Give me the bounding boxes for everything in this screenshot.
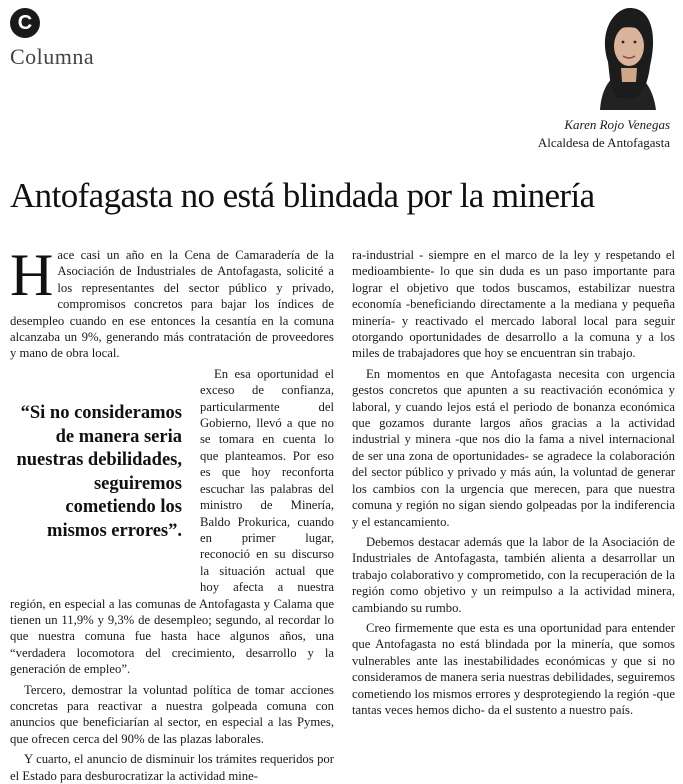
paragraph: Hace casi un año en la Cena de Camaradería de la Asociación de Industriales de Antofagasta, solicité a los representantes del sector público y privado, compromisos concretos para bajar los índices de desempleo cuando en ese entonces la cesantía en la comuna alcanzaba un 9%, generando más contratación de proveedores y mano de obra local. — [10, 242, 334, 361]
pull-quote: “Si no consideramos de manera seria nuestras debilidades, seguiremos cometiendo los mismos errores”. — [16, 403, 182, 541]
paragraph: Y cuarto, el anuncio de disminuir los trámites requeridos por el Estado para desburocratizar la actividad mine- — [10, 752, 334, 783]
paragraph: ra-industrial - siempre en el marco de la ley y respetando el medioambiente- lo que sin duda es un paso importante para lograr el objetivo que todos buscamos, estabilizar nuestra economía -beneficiando directamente a la mediana y pequeña minería- y reactivado el mercado laboral local para seguir otorgando oportunidades de desarrollo a la comuna y a los miles de trabajadores que hoy se encuentran sin trabajo. — [352, 248, 675, 361]
author-byline — [538, 116, 670, 152]
paragraph: En esa oportunidad el exceso de confianza, particularmente del Gobierno, llevó a que no se tomara en cuenta lo que planteamos. Por eso es que hoy reconforta escuchar las palabras del ministro de Minería, Baldo Prokurica, cuando en primer lugar, reconoció en su discurso la situación actual que hoy afecta a nuestra región, en especial a las comunas de Antofagasta y Calama que tienen un 11,9% y 9,3% de desempleo; segundo, al recordar lo que nuestra comuna fue hasta hace algunos años, una “verdadera locomotora del crecimiento, desarrollo y la generación de empleo”. — [10, 366, 334, 677]
paragraph: Creo firmemente que esta es una oportunidad para entender que Antofagasta no está blindada por la minería, que somos vulnerables ante las inestabilidades económicas y que si no consideramos de manera seria nuestras debilidades, seguiremos cometiendo los mismos errores y desprotegiendo la región -que tantas veces hemos dicho- da el sustento a nuestro país. — [352, 620, 675, 717]
drop-cap: H — [10, 242, 54, 308]
article-column-2 — [352, 247, 675, 718]
article-title: Antofagasta no está blindada por la minería — [10, 176, 595, 215]
author-name: Karen Rojo Venegas — [564, 117, 670, 132]
author-role: Alcaldesa de Antofagasta — [537, 135, 670, 150]
section-label: Columna — [10, 44, 95, 69]
author-photo — [578, 2, 674, 110]
paragraph: En momentos en que Antofagasta necesita con urgencia gestos concretos que apunten a su reactivación económica y laboral, y cuando lejos está el periodo de bonanza económica que gozamos durante largos años gracias a la actividad industrial y minera -que nos dio la fama a nivel internacional de ser una zona de oportunidades- se agradece la colaboración del sector público y privado y más aún, la voluntad de generar los cambios con la urgencia que merecen, para que nuestra comuna y región no sigan siendo golpeadas por la indiferencia y el estancamiento. — [352, 366, 675, 529]
paragraph: Tercero, demostrar la voluntad política de tomar acciones concretas para reactivar a nuestra golpeada comuna con anuncios que beneficiarían al sector, en especial a las Pymes, que ofrecen cerca del 90% de las plazas laborales. — [10, 682, 334, 746]
paragraph: Debemos destacar además que la labor de la Asociación de Industriales de Antofagasta, también alienta a desarrollar un trabajo colaborativo y comprometido, con la recuperación de la región como objetivo y un reimpulso a la actividad minera, cambiando su rumbo. — [352, 534, 675, 615]
section-badge: C — [10, 8, 40, 38]
